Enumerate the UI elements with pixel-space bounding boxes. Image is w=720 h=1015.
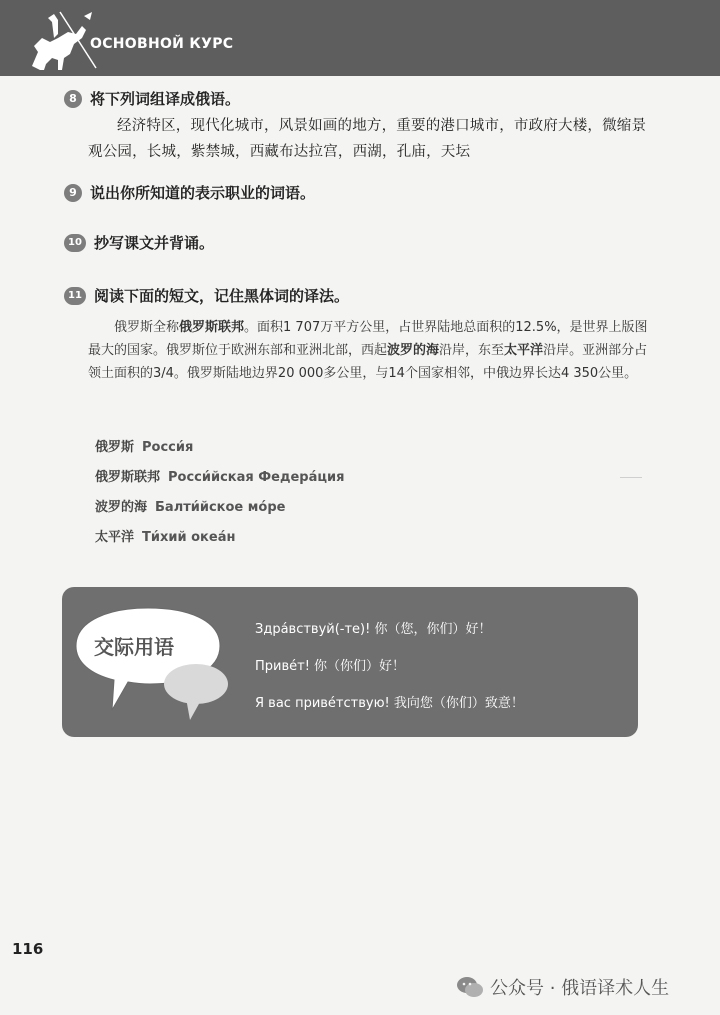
vocab-item — [95, 496, 285, 515]
wechat-icon — [456, 976, 484, 998]
exercise-11 — [64, 285, 349, 306]
speech-bubbles-icon — [62, 598, 242, 724]
exercise-number-badge: 10 — [64, 234, 86, 252]
exercise-title: 阅读下面的短文，记住黑体词的译法。 — [94, 287, 350, 305]
vocab-ru: Росси́йская Федера́ция — [168, 470, 345, 485]
vocab-ru: Ти́хий океа́н — [142, 530, 236, 545]
phrase-line: Здра́вствуй(-те)! 你（您，你们）好！ — [255, 622, 492, 637]
bold-term: 波罗的海 — [387, 343, 440, 358]
exercise-8-text: 经济特区，现代化城市，风景如画的地方，重要的港口城市，市政府大楼，微缩景观公园，长城，紫禁城，西藏布达拉宫，西湖，孔庙，天坛 — [88, 118, 647, 160]
vocab-ru: Балти́йское мо́ре — [155, 500, 286, 515]
exercise-title: 说出你所知道的表示职业的词语。 — [90, 184, 316, 202]
phrase-line: Я вас приве́тствую! 我向您（你们）致意！ — [255, 696, 524, 711]
bold-term: 俄罗斯联邦 — [179, 320, 245, 335]
vocab-ru: Росси́я — [142, 440, 194, 455]
vocab-zh: 俄罗斯 — [95, 440, 135, 455]
vocab-item — [95, 436, 193, 455]
vocab-zh: 太平洋 — [95, 530, 135, 545]
exercise-number-badge: 8 — [64, 90, 82, 108]
exercise-title: 抄写课文并背诵。 — [94, 234, 215, 252]
exercise-number-badge: 11 — [64, 287, 86, 305]
divider — [620, 477, 642, 478]
course-title: ОСНОВНОЙ КУРС — [90, 36, 234, 52]
exercise-title: 将下列词组译成俄语。 — [90, 90, 241, 108]
vocab-item — [95, 526, 235, 545]
phrase-line: Приве́т! 你（你们）好！ — [255, 659, 406, 674]
watermark-text: 公众号 · 俄语译术人生 — [490, 978, 670, 999]
vocab-zh: 波罗的海 — [95, 500, 148, 515]
vocab-zh: 俄罗斯联邦 — [95, 470, 161, 485]
page-number: 116 — [12, 940, 44, 958]
exercise-9 — [64, 182, 315, 203]
exercise-10 — [64, 232, 214, 253]
watermark — [456, 974, 669, 1000]
exercise-number-badge: 9 — [64, 184, 82, 202]
phrases-title: 交际用语 — [94, 635, 174, 659]
exercise-8 — [64, 88, 240, 109]
reading-passage: 俄罗斯全称俄罗斯联邦。面积1 707万平方公里，占世界陆地总面积的12.5%，是世界上版图最大的国家。俄罗斯位于欧洲东部和亚洲北部，西起波罗的海沿岸，东至太平洋沿岸。亚洲部分占领土面积的3/4。俄罗斯陆地边界20 000多公里，与14个国家相邻，中俄边界长达4 350公里。 — [88, 320, 648, 381]
vocab-item — [95, 466, 344, 485]
header-bar — [0, 0, 720, 76]
bold-term: 太平洋 — [504, 343, 544, 358]
